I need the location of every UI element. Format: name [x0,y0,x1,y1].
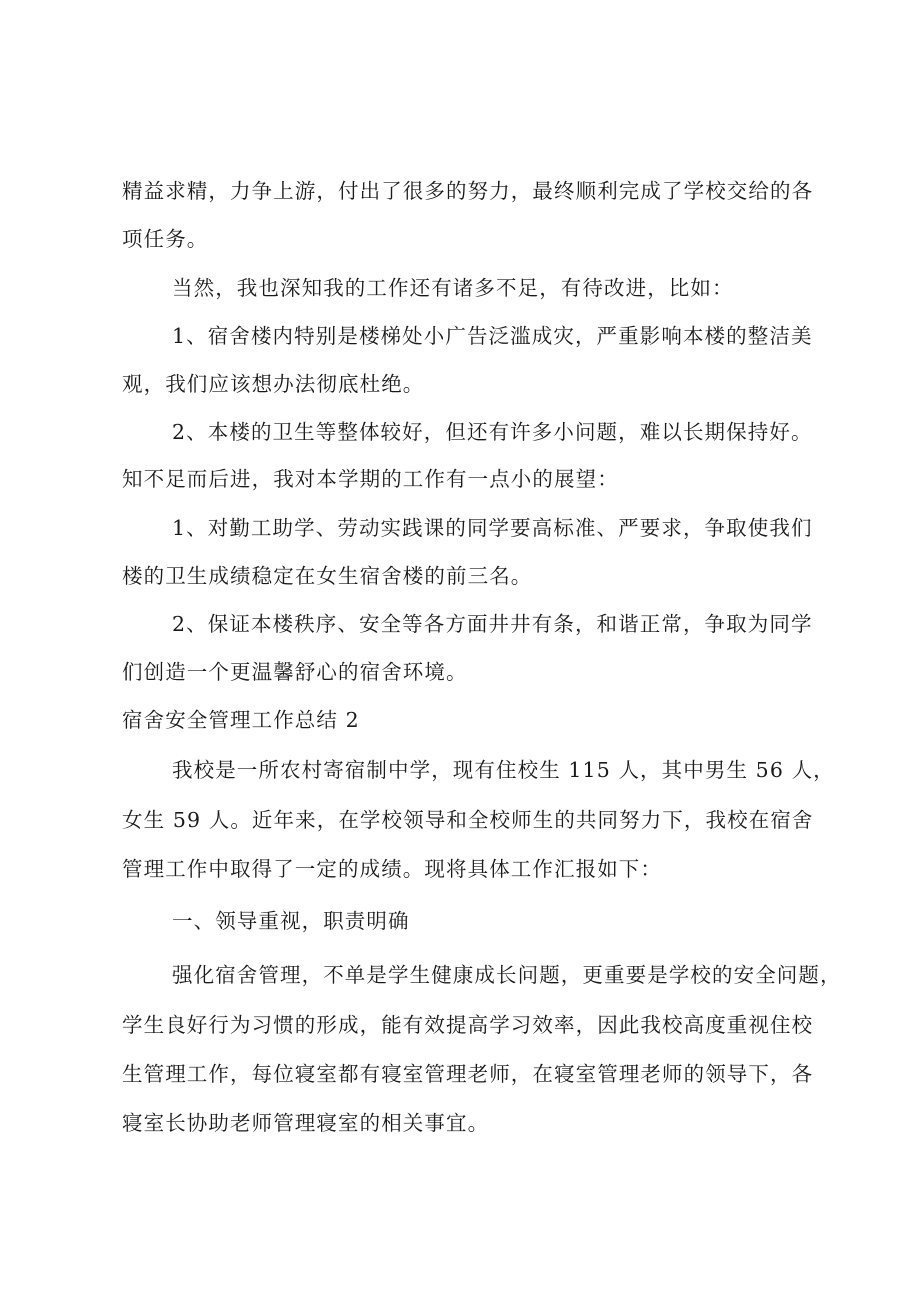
paragraph-line: 强化宿舍管理，不单是学生健康成长问题，更重要是学校的安全问题， [172,963,842,987]
section-heading: 宿舍安全管理工作总结 2 [122,708,360,732]
paragraph-continuation-line: 精益求精，力争上游，付出了很多的努力，最终顺利完成了学校交给的各 [122,179,814,203]
list-item-line: 观，我们应该想办法彻底杜绝。 [122,372,425,396]
paragraph-line: 女生 59 人。近年来，在学校领导和全校师生的共同努力下，我校在宿舍 [122,808,814,832]
paragraph-line: 知不足而后进，我对本学期的工作有一点小的展望： [122,467,619,491]
list-item-line: 楼的卫生成绩稳定在女生宿舍楼的前三名。 [122,564,533,588]
list-item-line: 们创造一个更温馨舒心的宿舍环境。 [122,660,468,684]
list-item-line: 2、保证本楼秩序、安全等各方面井井有条，和谐正常，争取为同学 [172,612,813,636]
list-item-line: 1、对勤工助学、劳动实践课的同学要高标准、严要求，争取使我们 [172,516,813,540]
list-item-line: 2、本楼的卫生等整体较好，但还有许多小问题，难以长期保持好。 [172,420,813,444]
paragraph-line: 当然，我也深知我的工作还有诸多不足，有待改进，比如： [172,276,734,300]
subsection-heading: 一、领导重视，职责明确 [172,909,410,933]
list-item-line: 1、宿舍楼内特别是楼梯处小广告泛滥成灾，严重影响本楼的整洁美 [172,324,813,348]
paragraph-line: 我校是一所农村寄宿制中学，现有住校生 115 人，其中男生 56 人， [172,758,835,782]
paragraph-line: 学生良好行为习惯的形成，能有效提高学习效率，因此我校高度重视住校 [122,1013,814,1037]
paragraph-line: 生管理工作，每位寝室都有寝室管理老师，在寝室管理老师的领导下，各 [122,1062,814,1086]
paragraph-continuation-line: 项任务。 [122,227,209,251]
paragraph-line: 管理工作中取得了一定的成绩。现将具体工作汇报如下： [122,857,662,881]
paragraph-line: 寝室长协助老师管理寝室的相关事宜。 [122,1111,490,1135]
